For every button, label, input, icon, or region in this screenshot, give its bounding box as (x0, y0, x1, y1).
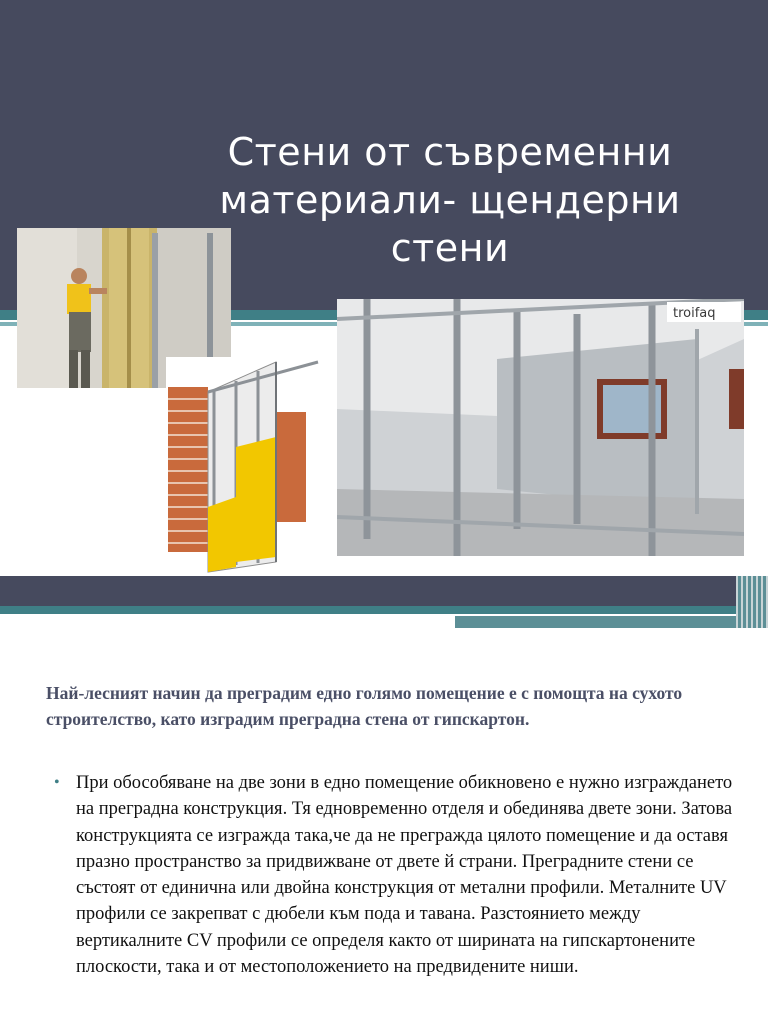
footer-accent-bar (455, 616, 768, 628)
bullet-text: При обособяване на две зони в едно помещение обикновено е нужно изграждането на преградна конструкция. Тя едновременно отделя и обединява двете зони. Затова конструкцията се изгражда така,че да не преграждa цялото помещение и да оставя празно пространство за придвижване от двете й страни. Преградните стени се състоят от единична или двойна конструкция от метални профили. Металните UV профили се закрепват с дюбели към пода и тавана. Разстоянието между вертикалните CV профили се определя както от ширината на гипскартонените плоскости, така и от местоположението на предвидените ниши. (76, 773, 733, 978)
bullet-dot-icon: • (54, 774, 60, 791)
bullet-item (52, 770, 742, 980)
metal-frame-room-photo (337, 299, 744, 556)
slide-title: Стени от съвременни материали- щендерни стени (219, 130, 681, 270)
watermark-text: troifaq (673, 306, 716, 321)
bullet-list (52, 770, 742, 980)
lead-paragraph: Най-лесният начин да преградим едно голямо помещение е с помощта на сухото строителство, като изградим преградна стена от гипскартон. (46, 683, 683, 729)
footer-stripes (736, 576, 768, 628)
footer-band (0, 576, 768, 606)
footer-accent-line (0, 606, 768, 614)
partition-diagram (166, 357, 321, 577)
